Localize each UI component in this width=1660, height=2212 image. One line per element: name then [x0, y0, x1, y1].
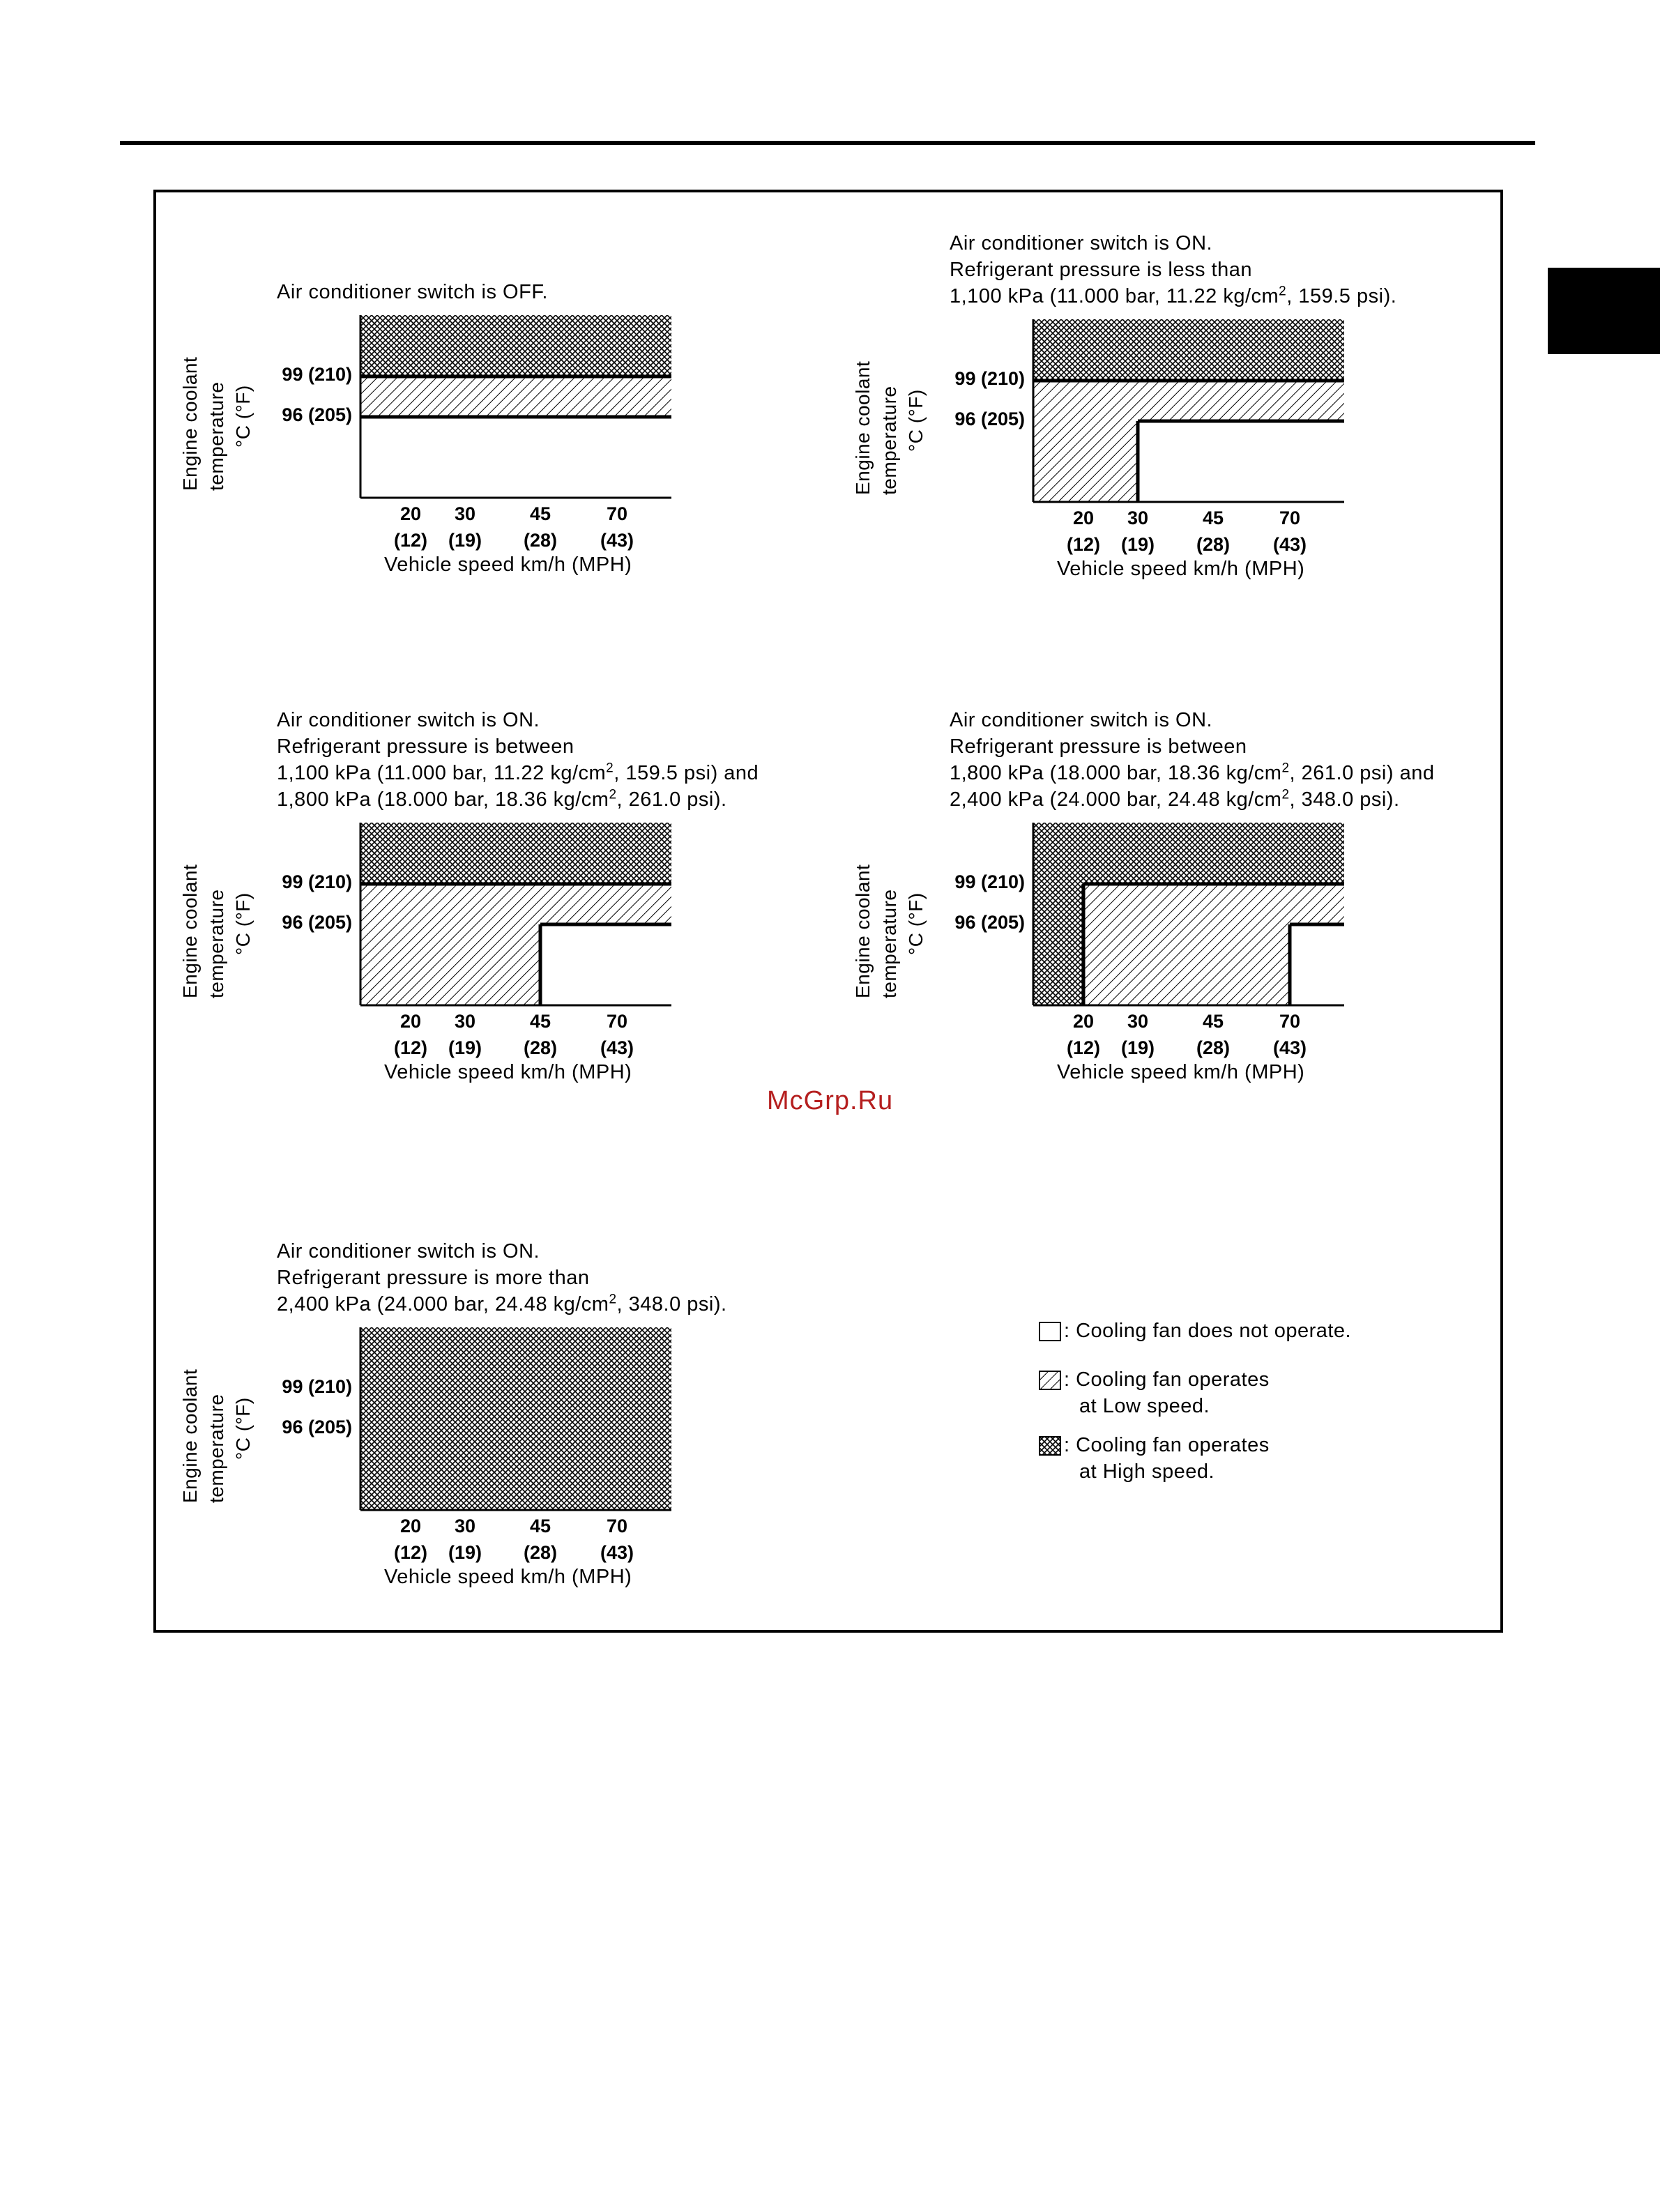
chart-title-line: 1,800 kPa (18.000 bar, 18.36 $kg/cm^2$, 261.0 psi) and — [950, 761, 1435, 784]
x-tick-label: 30 — [454, 503, 476, 524]
chart-title-line: Air conditioner switch is OFF. — [277, 281, 548, 303]
x-axis-label: Vehicle speed km/h (MPH) — [384, 554, 632, 576]
y-tick-label: 99 (210) — [282, 1376, 352, 1397]
legend-label-off: : Cooling fan does not operate. — [1064, 1320, 1352, 1342]
chart-title — [277, 707, 759, 813]
chart-ac-on-above-2400 — [167, 1238, 976, 1684]
x-tick-label-mph: (12) — [393, 1037, 427, 1058]
y-tick-label: 96 (205) — [954, 409, 1025, 429]
chart-title-line: 1,100 kPa (11.000 bar, 11.22 $kg/cm^2$, 159.5 psi) and — [277, 761, 759, 784]
y-tick-label: 96 (205) — [282, 404, 352, 425]
fan-region-high — [1033, 319, 1344, 381]
x-tick-label: 45 — [529, 1011, 551, 1032]
chart-title — [950, 707, 1434, 813]
x-tick-label: 70 — [606, 1011, 628, 1032]
y-axis-unit: °C (°F) — [232, 892, 254, 955]
fan-region-low — [360, 884, 671, 924]
fan-region-low — [360, 376, 671, 417]
legend-label-high-2: at High speed. — [1079, 1460, 1215, 1483]
x-tick-label: 45 — [529, 503, 551, 524]
chart-title-line: Air conditioner switch is ON. — [950, 709, 1213, 731]
x-axis-label: Vehicle speed km/h (MPH) — [1057, 558, 1305, 580]
y-axis-label-line: Engine coolant — [179, 1368, 201, 1503]
chart-title-line: Refrigerant pressure is between — [950, 735, 1247, 758]
y-tick-label: 96 (205) — [282, 912, 352, 933]
x-tick-label: 70 — [1279, 508, 1301, 528]
y-axis-label-line: temperature — [878, 386, 900, 495]
fan-region-low — [1033, 421, 1138, 502]
x-tick-label: 45 — [529, 1516, 551, 1536]
x-tick-label: 30 — [1127, 1011, 1149, 1032]
x-tick-label-mph: (28) — [523, 1542, 557, 1563]
y-axis-label-line: Engine coolant — [852, 360, 874, 495]
y-tick-label: 99 (210) — [282, 364, 352, 385]
plot-area — [1033, 823, 1347, 1008]
chart-ac-on-1800-2400 — [840, 707, 1649, 1153]
fan-region-high — [360, 823, 671, 884]
x-tick-label-mph: (12) — [393, 530, 427, 551]
y-axis-label-line: temperature — [206, 1394, 227, 1503]
x-tick-label: 70 — [1279, 1011, 1301, 1032]
plot-area — [360, 1327, 674, 1513]
x-tick-label-mph: (43) — [600, 1542, 634, 1563]
y-axis-label — [850, 361, 903, 495]
x-tick-label-mph: (19) — [1120, 1037, 1155, 1058]
x-tick-label: 45 — [1202, 1011, 1224, 1032]
legend-swatch-low — [1039, 1371, 1061, 1390]
y-axis-label — [177, 864, 230, 998]
x-tick-label-mph: (28) — [1196, 534, 1230, 555]
chart-title — [277, 279, 548, 305]
header-rule — [120, 141, 1535, 145]
chart-title-line: Air conditioner switch is ON. — [277, 709, 540, 731]
chart-title-line: Refrigerant pressure is more than — [277, 1267, 590, 1289]
chart-title-line: Air conditioner switch is ON. — [950, 232, 1213, 254]
plot-area — [360, 315, 674, 501]
y-axis-unit: °C (°F) — [905, 389, 927, 452]
x-axis-label: Vehicle speed km/h (MPH) — [384, 1061, 632, 1083]
y-axis-label — [177, 1369, 230, 1503]
x-tick-label: 70 — [606, 1516, 628, 1536]
chart-title-line: Refrigerant pressure is less than — [950, 259, 1252, 281]
x-tick-label-mph: (12) — [393, 1542, 427, 1563]
y-axis-unit: °C (°F) — [905, 892, 927, 955]
chart-title-line: Refrigerant pressure is between — [277, 735, 574, 758]
x-tick-label-mph: (19) — [448, 1037, 482, 1058]
x-axis-label: Vehicle speed km/h (MPH) — [1057, 1061, 1305, 1083]
chart-title-line: 2,400 kPa (24.000 bar, 24.48 $kg/cm^2$, 348.0 psi). — [277, 1292, 727, 1315]
legend-label-high: : Cooling fan operates — [1064, 1434, 1270, 1456]
chart-title — [950, 230, 1396, 310]
legend-label-low: : Cooling fan operates — [1064, 1368, 1270, 1391]
x-tick-label-mph: (12) — [1066, 534, 1100, 555]
plot-area — [360, 823, 674, 1008]
x-tick-label: 20 — [1072, 1011, 1095, 1032]
x-tick-label-mph: (43) — [1272, 1037, 1307, 1058]
x-tick-label: 30 — [454, 1516, 476, 1536]
x-tick-label: 70 — [606, 503, 628, 524]
fan-region-low — [1083, 884, 1344, 924]
y-tick-label: 96 (205) — [954, 912, 1025, 933]
y-axis-label-line: temperature — [206, 381, 227, 491]
fan-region-low — [1033, 381, 1344, 421]
x-tick-label-mph: (43) — [600, 530, 634, 551]
fan-region-high — [360, 1327, 671, 1510]
legend-label-low-2: at Low speed. — [1079, 1395, 1210, 1417]
y-axis-unit: °C (°F) — [232, 1397, 254, 1460]
chart-title-line: 1,800 kPa (18.000 bar, 18.36 $kg/cm^2$, 261.0 psi). — [277, 787, 727, 811]
fan-region-low — [360, 924, 540, 1005]
y-axis-label — [177, 357, 230, 491]
chart-title-line: Air conditioner switch is ON. — [277, 1240, 540, 1263]
chart-title — [277, 1238, 727, 1318]
y-tick-label: 99 (210) — [282, 871, 352, 892]
x-tick-label: 20 — [399, 1516, 422, 1536]
x-tick-label: 20 — [399, 1011, 422, 1032]
y-tick-label: 99 (210) — [954, 871, 1025, 892]
watermark: McGrp.Ru — [767, 1086, 894, 1115]
x-tick-label: 45 — [1202, 508, 1224, 528]
y-axis-label-line: temperature — [206, 889, 227, 998]
x-tick-label-mph: (19) — [448, 1542, 482, 1563]
y-axis-label — [850, 864, 903, 998]
x-tick-label-mph: (19) — [448, 530, 482, 551]
fan-region-low — [1083, 924, 1290, 1005]
x-axis-label: Vehicle speed km/h (MPH) — [384, 1566, 632, 1588]
y-axis-label-line: Engine coolant — [179, 356, 201, 491]
x-tick-label: 20 — [1072, 508, 1095, 528]
chart-title-line: 2,400 kPa (24.000 bar, 24.48 $kg/cm^2$, 348.0 psi). — [950, 787, 1400, 811]
x-tick-label-mph: (43) — [1272, 534, 1307, 555]
x-tick-label-mph: (28) — [523, 530, 557, 551]
x-tick-label: 30 — [454, 1011, 476, 1032]
x-tick-label-mph: (12) — [1066, 1037, 1100, 1058]
y-axis-label-line: temperature — [878, 889, 900, 998]
fan-region-high — [1033, 823, 1083, 1005]
y-tick-label: 96 (205) — [282, 1417, 352, 1437]
legend-swatch-high — [1039, 1436, 1061, 1456]
chart-ac-on-below-1100 — [840, 230, 1649, 676]
y-axis-label-line: Engine coolant — [852, 864, 874, 998]
x-tick-label-mph: (28) — [523, 1037, 557, 1058]
y-axis-unit: °C (°F) — [232, 385, 254, 448]
fan-region-high — [360, 315, 671, 376]
chart-title-line: 1,100 kPa (11.000 bar, 11.22 $kg/cm^2$, 159.5 psi). — [950, 284, 1397, 307]
x-tick-label-mph: (43) — [600, 1037, 634, 1058]
x-tick-label: 30 — [1127, 508, 1149, 528]
legend-swatch-off — [1039, 1322, 1061, 1341]
x-tick-label: 20 — [399, 503, 422, 524]
x-tick-label-mph: (19) — [1120, 534, 1155, 555]
plot-area — [1033, 319, 1347, 505]
y-axis-label-line: Engine coolant — [179, 864, 201, 998]
y-tick-label: 99 (210) — [954, 368, 1025, 389]
x-tick-label-mph: (28) — [1196, 1037, 1230, 1058]
